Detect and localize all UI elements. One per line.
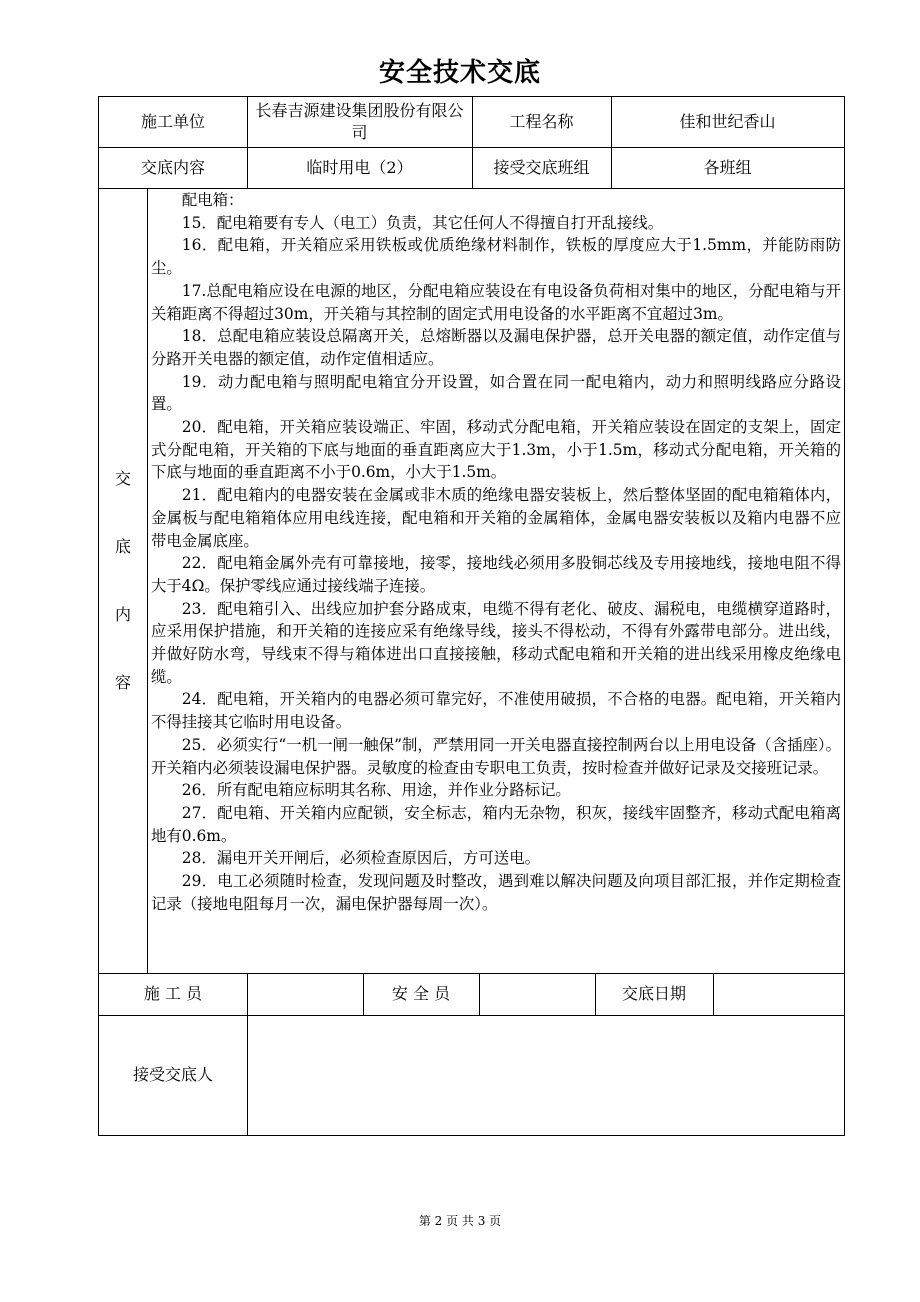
disclosure-section-label bbox=[99, 189, 147, 973]
content-paragraph: 27．配电箱、开关箱内应配锁，安全标志，箱内无杂物，积灰，接线牢固整齐，移动式配电箱离地有0.6m。 bbox=[151, 803, 841, 845]
content-paragraph: 23．配电箱引入、出线应加护套分路成束，电缆不得有老化、破皮、漏税电，电缆横穿道路时，应采用保护措施，和开关箱的连接应采有绝缘导线，接头不得松动，不得有外露带电部分。进出线，并做好防水弯，导线束不得与箱体进出口直接接触，移动式配电箱和开关箱的进出线采用橡皮绝缘电缆。 bbox=[151, 599, 841, 686]
content-paragraph: 22．配电箱金属外壳有可靠接地，接零，接地线必须用多股铜芯线及专用接地线，接地电阻不得大于4Ω。保护零线应通过接线端子连接。 bbox=[151, 554, 841, 595]
content-paragraph: 28．漏电开关开闸后，必须检查原因后，方可送电。 bbox=[181, 849, 540, 868]
content-paragraph: 19．动力配电箱与照明配电箱宜分开设置，如合置在同一配电箱内，动力和照明线路应分路设置。 bbox=[151, 372, 841, 414]
disclosure-form bbox=[98, 96, 845, 1136]
content-paragraph: 29．电工必须随时检查，发现问题及时整改，遇到难以解决问题及向项目部汇报，并作定期检查记录（接地电阻每月一次，漏电保护器每周一次）。 bbox=[151, 872, 841, 913]
content-heading: 配电箱： bbox=[181, 191, 244, 209]
project-name-value: 佳和世纪香山 bbox=[679, 112, 776, 131]
col-divider bbox=[147, 188, 148, 973]
document-title: 安全技术交底 bbox=[378, 58, 541, 88]
disclosure-body bbox=[151, 189, 841, 916]
project-name-label: 工程名称 bbox=[509, 112, 574, 131]
receiving-team-label: 接受交底班组 bbox=[493, 157, 590, 177]
constructor-signature-field[interactable] bbox=[247, 973, 363, 1015]
content-paragraph: 16．配电箱，开关箱应采用铁板或优质绝缘材料制作，铁板的厚度应大于1.5mm，并能防雨防尘。 bbox=[151, 236, 841, 278]
content-paragraph: 18．总配电箱应装设总隔离开关，总熔断器以及漏电保护器，总开关电器的额定值，动作定值与分路开关电器的额定值，动作定值相适应。 bbox=[151, 327, 841, 368]
safety-officer-signature-field[interactable] bbox=[479, 973, 595, 1015]
page-number: 第 2 页 共 3 页 bbox=[418, 1214, 502, 1228]
disclosure-date-label: 交底日期 bbox=[621, 984, 686, 1003]
receiving-team-value: 各班组 bbox=[703, 157, 752, 177]
side-label-char: 内 bbox=[114, 605, 131, 624]
disclosure-content-label: 交底内容 bbox=[140, 157, 205, 177]
content-paragraph: 17.总配电箱应设在电源的地区，分配电箱应装设在有电设备负荷相对集中的地区，分配电箱与开关箱距离不得超过30m，开关箱与其控制的固定式用电设备的水平距离不宜超过3m。 bbox=[151, 281, 841, 323]
construction-unit-value: 长春吉源建设集团股份有限公司 bbox=[255, 101, 464, 142]
receiver-signature-field[interactable] bbox=[247, 1015, 844, 1135]
content-paragraph: 20．配电箱，开关箱应装设端正、牢固，移动式分配电箱，开关箱应装设在固定的支架上，固定式分配电箱，开关箱的下底与地面的垂直距离应大于1.3m，小于1.5m，移动式分配电箱，开关箱的下底与地面的垂直距离不小于0.6m，小大于1.5m。 bbox=[151, 418, 841, 482]
construction-unit-label: 施工单位 bbox=[140, 112, 205, 131]
content-paragraph: 21．配电箱内的电器安装在金属或非木质的绝缘电器安装板上，然后整体坚固的配电箱箱体内，金属板与配电箱箱体应用电线连接，配电箱和开关箱的金属箱体，金属电器安装板以及箱内电器不应带电金属底座。 bbox=[151, 486, 841, 550]
receiver-label: 接受交底人 bbox=[132, 1065, 213, 1084]
side-label-char: 交 bbox=[114, 469, 131, 488]
content-paragraph: 25．必须实行“一机一闸一触保”制，严禁用同一开关电器直接控制两台以上用电设备（含插座）。开关箱内必须装设漏电保护器。灵敏度的检查由专职电工负责，按时检查并做好记录及交接班记录。 bbox=[151, 735, 841, 777]
content-paragraph: 24．配电箱，开关箱内的电器必须可靠完好，不准使用破损，不合格的电器。配电箱，开关箱内不得挂接其它临时用电设备。 bbox=[151, 690, 841, 732]
side-label-char: 容 bbox=[114, 673, 131, 692]
side-label-char: 底 bbox=[114, 537, 131, 556]
content-paragraph: 15．配电箱要有专人（电工）负责，其它任何人不得擅自打开乱接线。 bbox=[181, 213, 664, 232]
disclosure-date-field[interactable] bbox=[713, 973, 844, 1015]
disclosure-content-value: 临时用电（2） bbox=[306, 157, 413, 177]
safety-officer-label: 安 全 员 bbox=[391, 984, 451, 1003]
constructor-label: 施 工 员 bbox=[143, 984, 203, 1003]
content-paragraph: 26．所有配电箱应标明其名称、用途，并作业分路标记。 bbox=[181, 781, 571, 800]
